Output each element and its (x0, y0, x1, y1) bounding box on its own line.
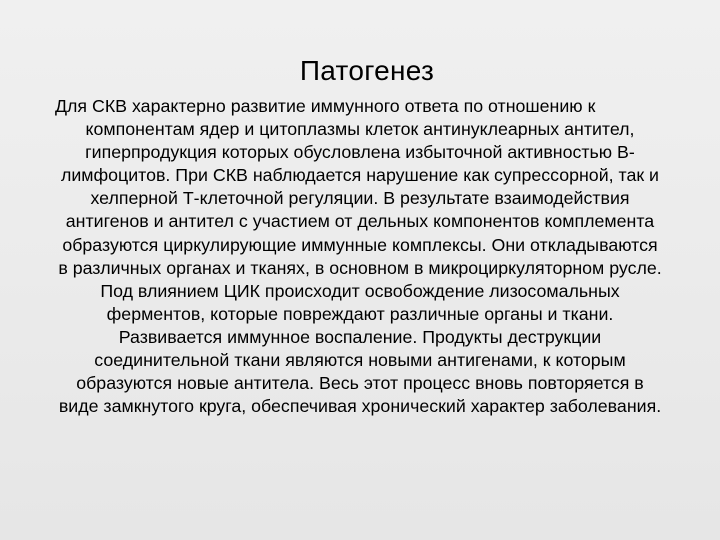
body-line: соединительной ткани являются новыми антигенами, к которым (94, 350, 626, 371)
body-line: лимфоцитов. При СКВ наблюдается нарушение как супрессорной, так и (60, 165, 659, 186)
body-line: антигенов и антител с участием от дельных компонентов комплемента (65, 211, 655, 232)
body-line: ферментов, которые повреждают различные органы и ткани. (106, 303, 614, 324)
slide-title: Патогенез (299, 55, 435, 86)
body-line: Развивается иммунное воспаление. Продукты деструкции (118, 326, 602, 347)
body-line: гиперпродукция которых обусловлена избыточной активностью В- (85, 142, 635, 163)
slide-body-text (0, 95, 720, 418)
body-line: хелперной Т-клеточной регуляции. В результате взаимодействия (90, 188, 630, 209)
body-line: в различных органах и тканях, в основном в микроциркуляторном русле. (58, 257, 662, 278)
body-line: компонентам ядер и цитоплазмы клеток антинуклеарных антител, (85, 119, 635, 140)
body-line: образуются циркулирующие иммунные комплексы. Они откладываются (62, 234, 658, 255)
body-line: образуются новые антитела. Весь этот процесс вновь повторяется в (76, 373, 644, 394)
body-line: Под влиянием ЦИК происходит освобождение лизосомальных (100, 280, 620, 301)
body-line: виде замкнутого круга, обеспечивая хронический характер заболевания. (58, 396, 662, 417)
body-line: Для СКВ характерно развитие иммунного ответа по отношению к (55, 96, 596, 116)
